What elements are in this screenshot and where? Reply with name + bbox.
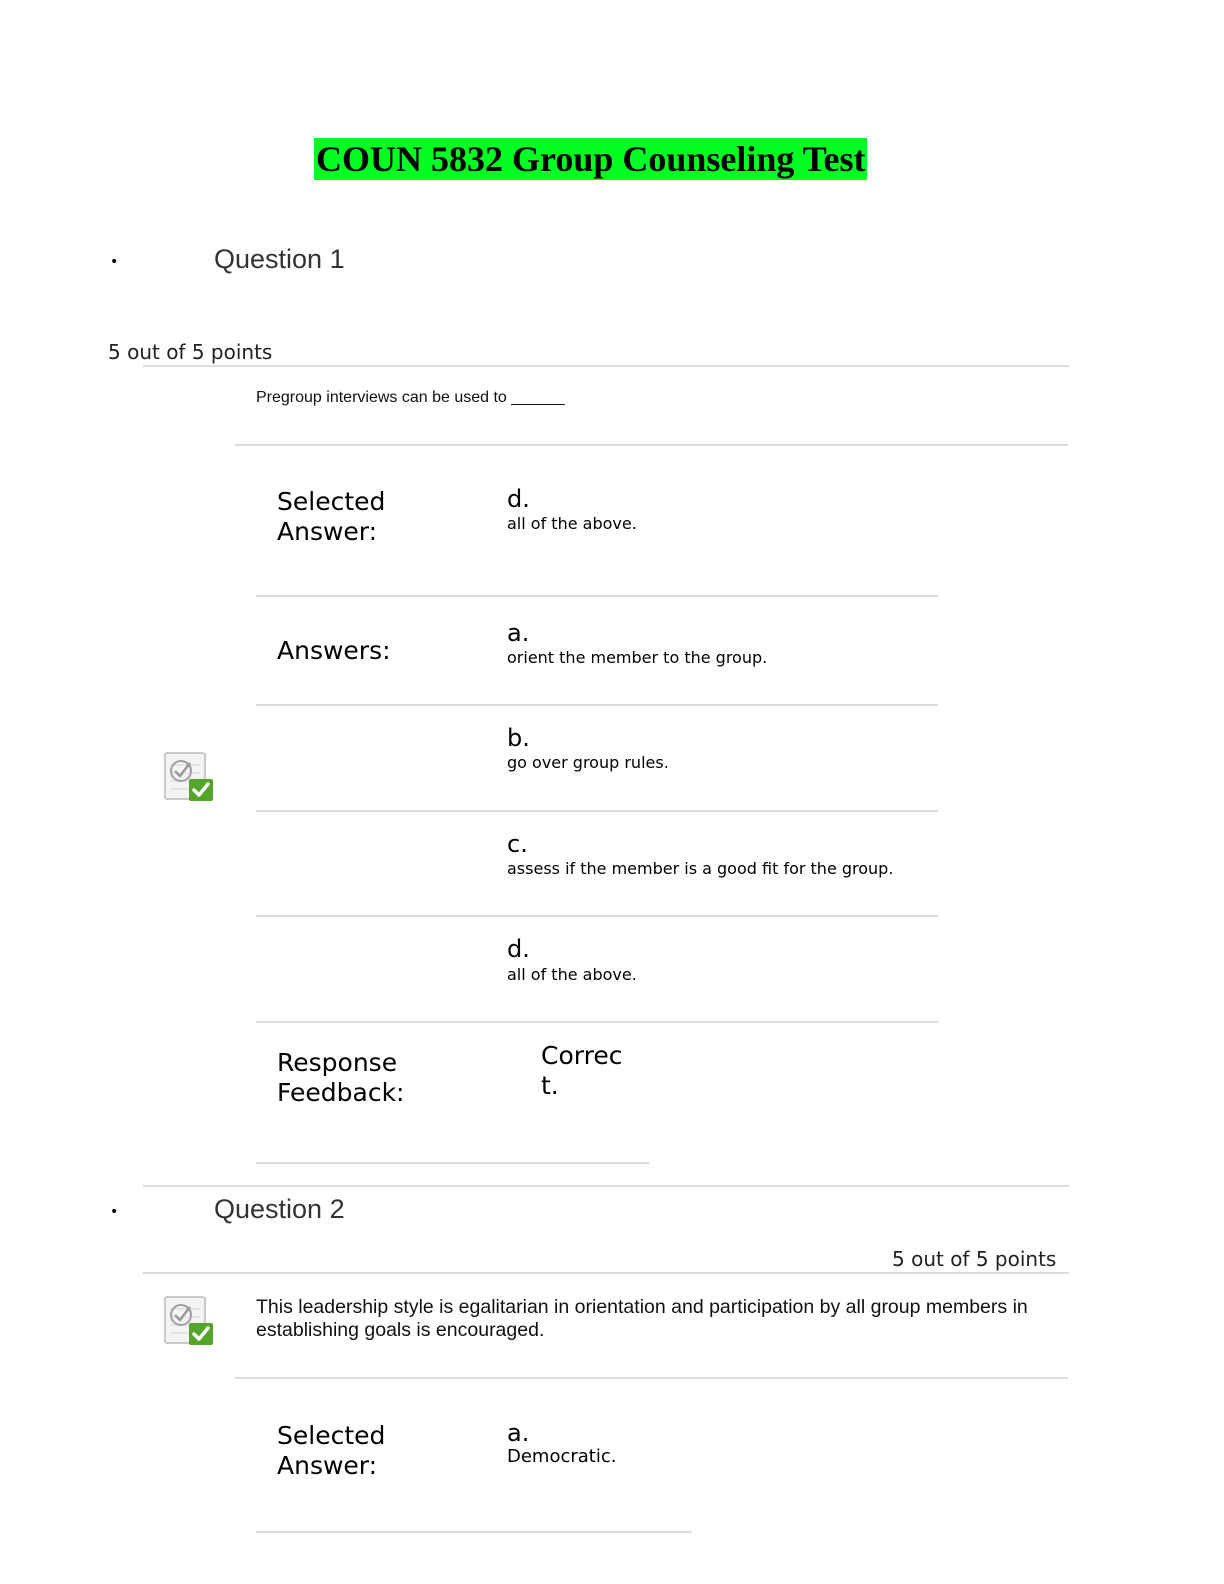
list-bullet: • <box>110 254 119 270</box>
selected-answer-text: all of the above. <box>507 514 637 533</box>
list-bullet: • <box>110 1204 119 1220</box>
answer-c-text: assess if the member is a good fit for the group. <box>507 859 894 878</box>
divider <box>143 1272 1069 1274</box>
divider <box>256 915 938 917</box>
answer-d-letter: d. <box>507 935 530 963</box>
question-1-text: Pregroup interviews can be used to ______ <box>256 389 565 406</box>
response-feedback-text: Correct. <box>541 1041 623 1100</box>
selected-answer-letter: d. <box>507 485 530 513</box>
correct-check-icon <box>163 751 215 803</box>
selected-answer-label: Selected Answer: <box>277 1421 386 1480</box>
divider <box>256 595 938 597</box>
answer-b-text: go over group rules. <box>507 753 669 772</box>
divider <box>256 704 938 706</box>
question-2-text: This leadership style is egalitarian in orientation and participation by all group members in establishing goals is encouraged. <box>256 1296 1028 1341</box>
question-2-points: 5 out of 5 points <box>892 1247 1057 1271</box>
correct-check-icon <box>163 1295 215 1347</box>
selected-answer-label: Selected Answer: <box>277 487 386 546</box>
answer-a-text: orient the member to the group. <box>507 648 768 667</box>
divider <box>256 810 938 812</box>
answer-b-letter: b. <box>507 724 530 752</box>
selected-answer-text: Democratic. <box>507 1446 617 1467</box>
divider <box>256 1162 649 1164</box>
question-1-points: 5 out of 5 points <box>108 340 273 364</box>
response-feedback-label: Response Feedback: <box>277 1048 405 1107</box>
divider <box>235 1377 1068 1379</box>
answer-a-letter: a. <box>507 619 530 647</box>
answer-c-letter: c. <box>507 830 528 858</box>
divider <box>143 1185 1069 1187</box>
answer-d-text: all of the above. <box>507 965 637 984</box>
question-1-heading: Question 1 <box>214 244 345 274</box>
divider <box>235 444 1068 446</box>
divider <box>256 1531 692 1533</box>
divider <box>143 365 1069 367</box>
selected-answer-letter: a. <box>507 1419 530 1447</box>
question-2-heading: Question 2 <box>214 1194 345 1224</box>
divider <box>256 1021 938 1023</box>
answers-label: Answers: <box>277 636 391 665</box>
page-title: COUN 5832 Group Counseling Test <box>316 139 866 179</box>
